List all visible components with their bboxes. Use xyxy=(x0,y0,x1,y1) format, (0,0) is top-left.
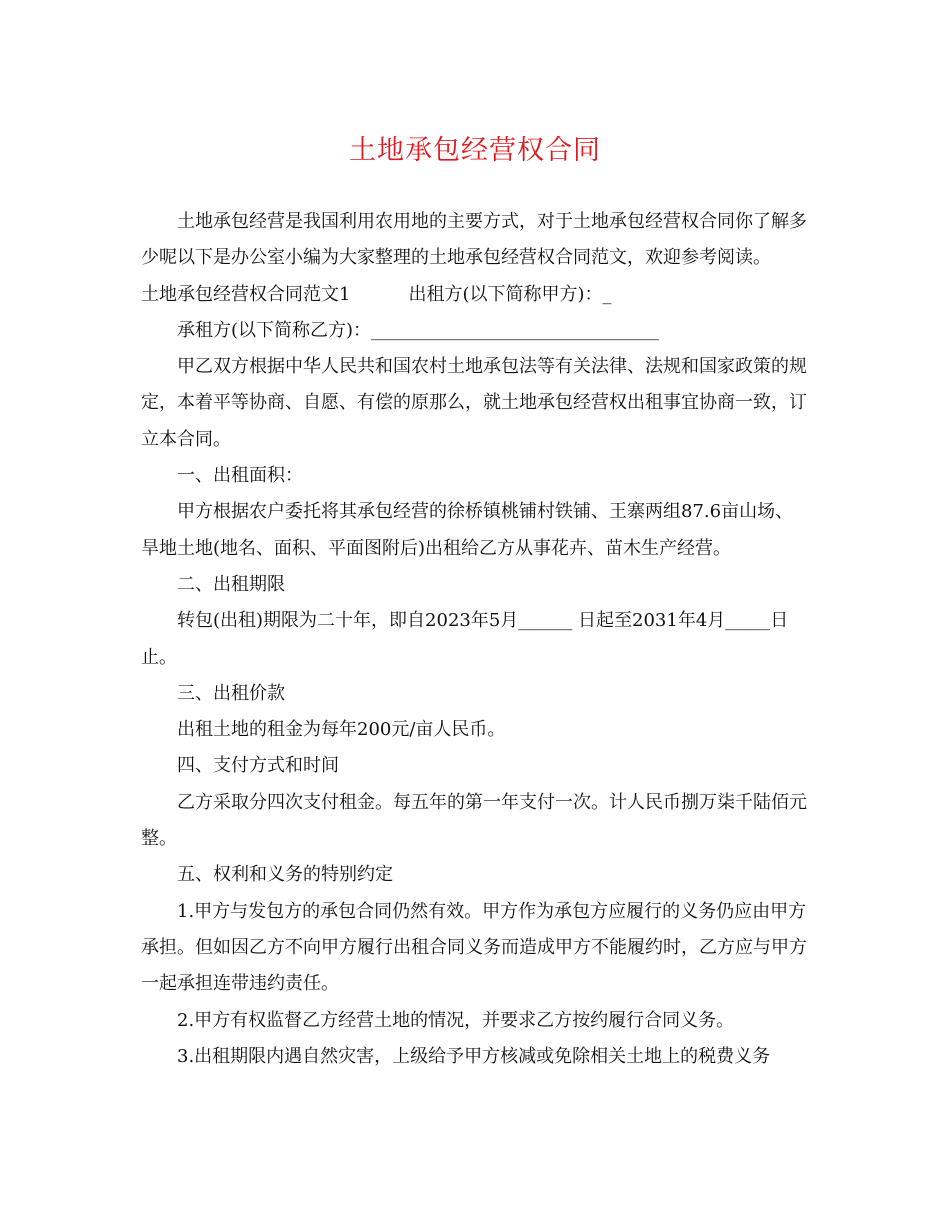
section-heading-price: 三、出租价款 xyxy=(177,682,285,704)
sample-heading-line xyxy=(141,277,809,313)
lessor-label: 出租方(以下简称甲方)：_ xyxy=(408,283,612,305)
section-heading-rights: 五、权利和义务的特别约定 xyxy=(177,864,393,886)
payment-paragraph: 乙方采取分四次支付租金。每五年的第一年支付一次。计人民币捌万柒千陆佰元整。 xyxy=(141,791,807,850)
rights-clause-3: 3.出租期限内遇自然灾害，上级给予甲方核减或免除相关土地上的税费义务 xyxy=(177,1045,771,1067)
term-paragraph: 转包(出租)期限为二十年，即自2023年5月______ 日起至2031年4月_____日止。 xyxy=(141,610,789,668)
lessee-line: 承租方(以下简称乙方)：________________________________ xyxy=(177,319,660,341)
rights-clause-1: 1.甲方与发包方的承包合同仍然有效。甲方作为承包方应履行的义务仍应由甲方承担。但如因乙方不向甲方履行出租合同义务而造成甲方不能履约时，乙方应与甲方一起承担连带违约责任。 xyxy=(141,900,807,995)
document-title: 土地承包经营权合同 xyxy=(349,135,601,166)
document-body xyxy=(141,204,809,1075)
rights-clause-2: 2.甲方有权监督乙方经营土地的情况，并要求乙方按约履行合同义务。 xyxy=(177,1009,735,1031)
section-heading-term: 二、出租期限 xyxy=(177,573,285,595)
intro-paragraph: 土地承包经营是我国利用农用地的主要方式，对于土地承包经营权合同你了解多少呢以下是办公室小编为大家整理的土地承包经营权合同范文，欢迎参考阅读。 xyxy=(141,211,807,269)
preamble-paragraph: 甲乙双方根据中华人民共和国农村土地承包法等有关法律、法规和国家政策的规定，本着平等协商、自愿、有偿的原那么，就土地承包经营权出租事宜协商一致，订立本合同。 xyxy=(141,356,807,450)
section-heading-area: 一、出租面积： xyxy=(177,465,303,487)
sample-heading: 土地承包经营权合同范文1 xyxy=(141,283,351,305)
price-paragraph: 出租土地的租金为每年200元/亩人民币。 xyxy=(177,719,506,741)
area-paragraph: 甲方根据农户委托将其承包经营的徐桥镇桃铺村铁铺、王寨两组87.6亩山场、旱地土地(地名、面积、平面图附后)出租给乙方从事花卉、苗木生产经营。 xyxy=(141,501,794,559)
section-heading-payment: 四、支付方式和时间 xyxy=(177,755,339,777)
